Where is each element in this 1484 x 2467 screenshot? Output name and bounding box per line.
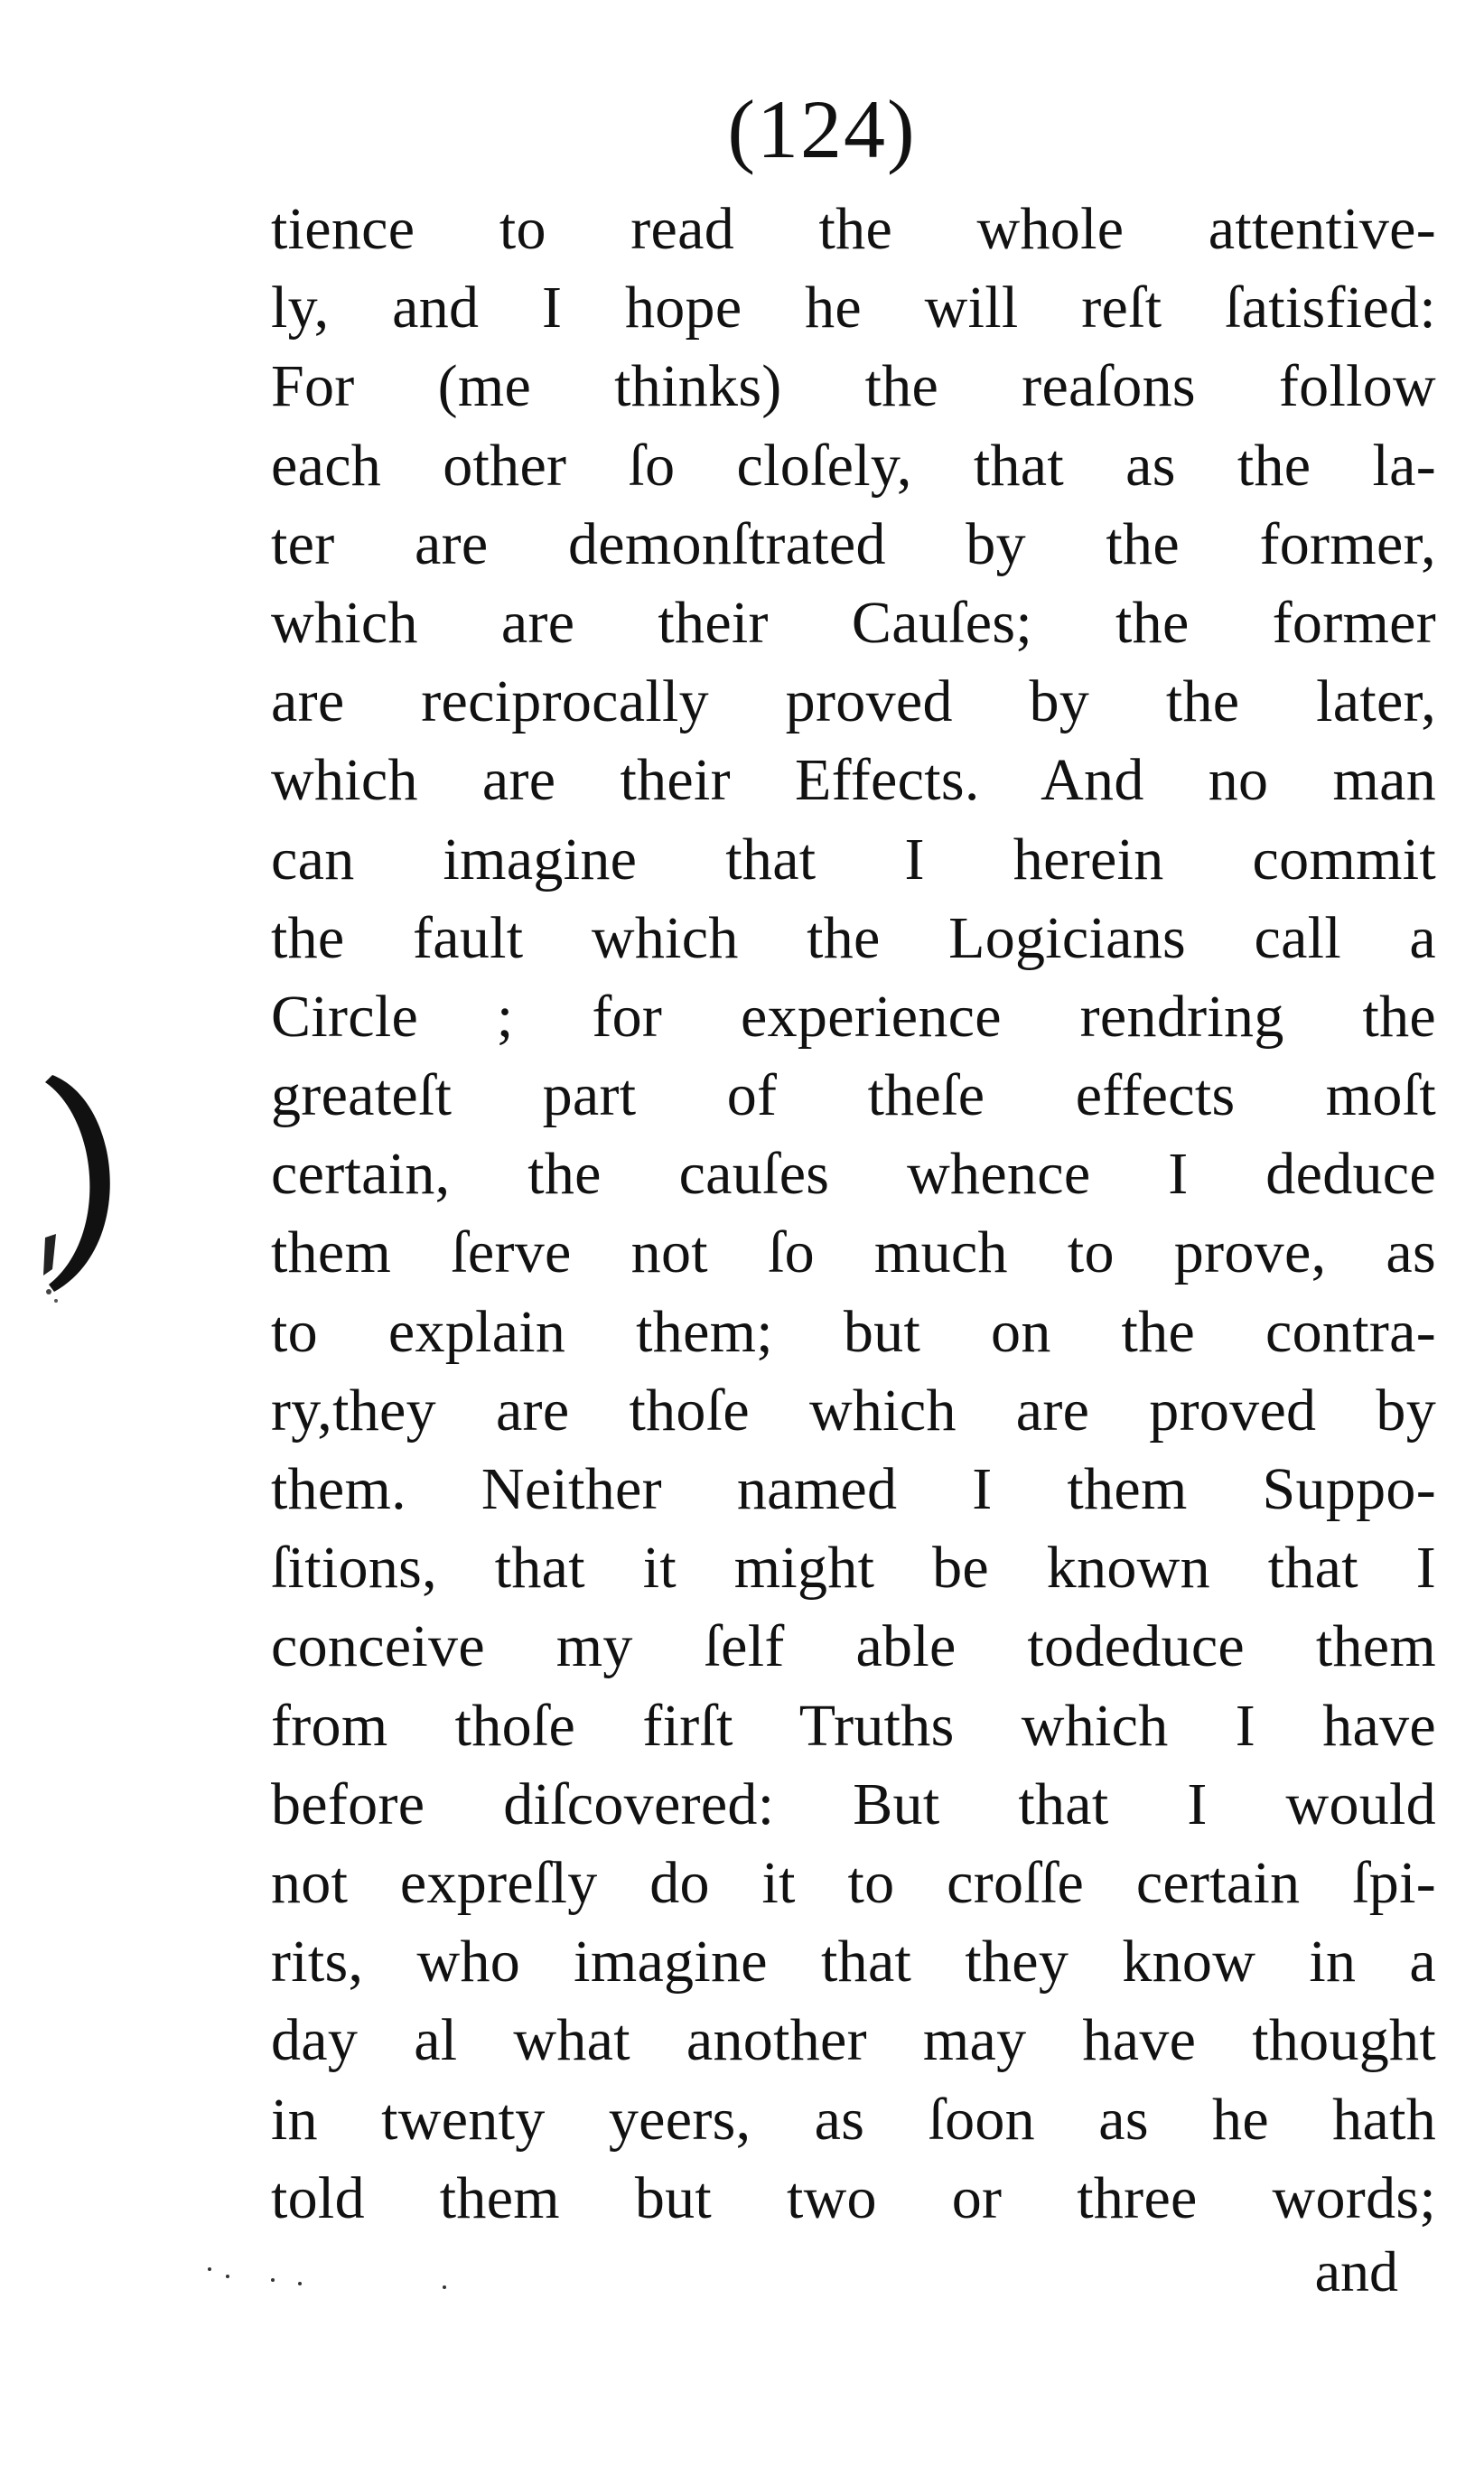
text-line: For (me thinks) the reaſons follow: [271, 353, 1436, 420]
text-line: certain, the cauſes whence I deduce: [271, 1141, 1436, 1208]
ink-speck: [443, 2285, 446, 2289]
text-line: rits, who imagine that they know in a: [271, 1929, 1436, 1995]
text-line: ſitions, that it might be known that I: [271, 1535, 1436, 1602]
text-line: in twenty yeers, as ſoon as he hath: [271, 2086, 1436, 2153]
text-line: conceive my ſelf able todeduce them: [271, 1613, 1436, 1680]
catchword: and: [1314, 2239, 1398, 2303]
text-line: them ſerve not ſo much to prove, as: [271, 1219, 1436, 1286]
text-line: tience to read the whole attentive-: [271, 196, 1436, 262]
text-line: which are their Cauſes; the former: [271, 589, 1436, 656]
text-line: not expreſly do it to croſſe certain ſpi-: [271, 1849, 1436, 1916]
ink-speck: [208, 2267, 211, 2271]
text-line: Circle ; for experience rendring the: [271, 983, 1436, 1050]
text-line: ly, and I hope he will reſt ſatisfied:: [271, 275, 1436, 341]
text-line: greateſt part of theſe effects moſt: [271, 1062, 1436, 1129]
text-line: before diſcovered: But that I would: [271, 1771, 1436, 1837]
text-line: to explain them; but on the contra-: [271, 1298, 1436, 1365]
text-line: day al what another may have thought: [271, 2007, 1436, 2074]
text-line: are reciprocally proved by the later,: [271, 668, 1436, 735]
ink-speck: [298, 2282, 302, 2285]
text-line: each other ſo cloſely, that as the la-: [271, 432, 1436, 499]
text-line: can imagine that I herein commit: [271, 826, 1436, 892]
body-text: [271, 190, 1436, 2238]
ink-speck: [271, 2278, 275, 2282]
text-line: from thoſe firſt Truths which I have: [271, 1692, 1436, 1759]
text-line: the fault which the Logicians call a: [271, 904, 1436, 971]
text-line: ry,they are thoſe which are proved by: [271, 1377, 1436, 1444]
text-line: ter are demonſtrated by the former,: [271, 510, 1436, 577]
text-line: them. Neither named I them Suppo-: [271, 1456, 1436, 1522]
margin-bracket-mark: [36, 1075, 117, 1310]
page-number: (124): [727, 83, 917, 175]
text-line: told them but two or three words;: [271, 2164, 1436, 2231]
ink-speck: [226, 2275, 229, 2278]
text-line: which are their Effects. And no man: [271, 747, 1436, 814]
